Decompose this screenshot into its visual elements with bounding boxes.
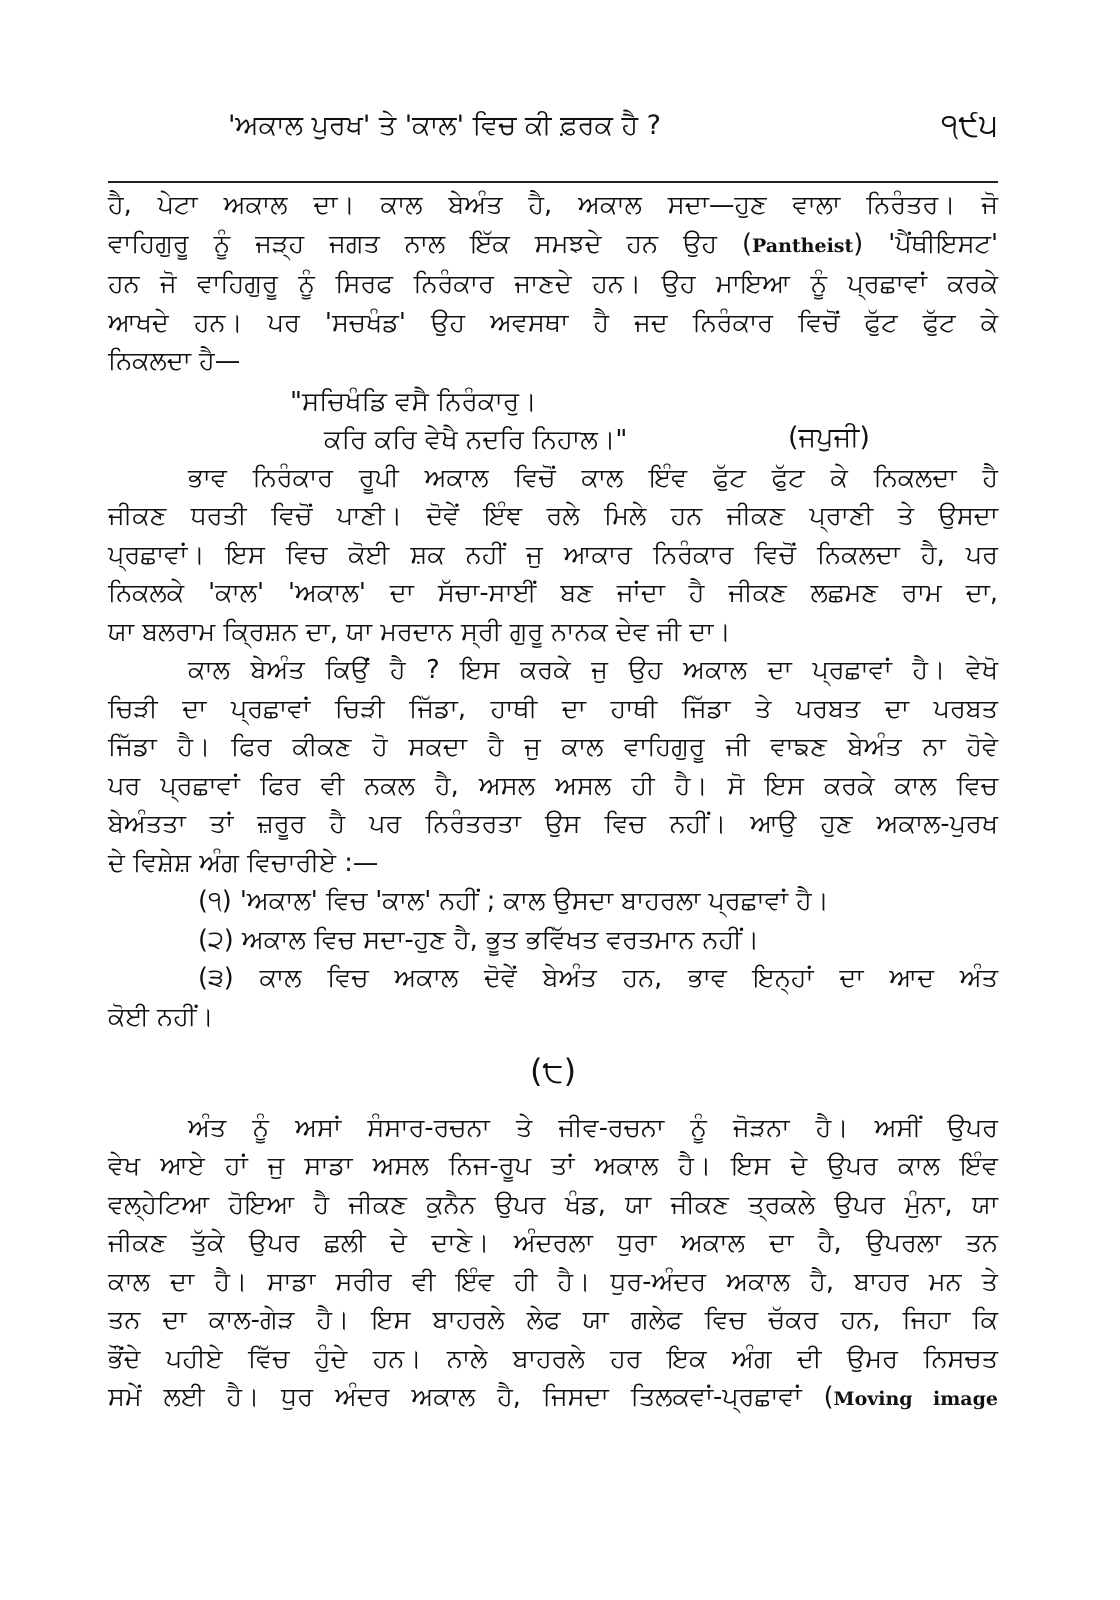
text-line: ਚਿੜੀ ਦਾ ਪ੍ਰਛਾਵਾਂ ਚਿੜੀ ਜਿੱਡਾ, ਹਾਥੀ ਦਾ ਹਾਥੀ ਜਿੱਡਾ ਤੇ ਪਰਬਤ ਦਾ ਪਰਬਤ <box>108 693 998 724</box>
list-item-continuation: ਕੋਈ ਨਹੀਂ। <box>108 1001 214 1032</box>
text-line: ਵਲ੍ਹੇਟਿਆ ਹੋਇਆ ਹੈ ਜੀਕਣ ਕੁਨੈਨ ਉਪਰ ਖੰਡ, ਯਾ ਜੀਕਣ ਤ੍ਰਕਲੇ ਉਪਰ ਮੁੰਨਾ, ਯਾ <box>108 1189 998 1220</box>
text-fragment: ਵਾਹਿਗੁਰੂ ਨੂੰ ਜੜ੍ਹ ਜਗਤ ਨਾਲ ਇੱਕ ਸਮਝਦੇ ਹਨ ਉਹ ( <box>108 228 752 259</box>
english-term: Pantheist <box>752 234 854 257</box>
text-line: ਹੈ, ਪੇਟਾ ਅਕਾਲ ਦਾ। ਕਾਲ ਬੇਅੰਤ ਹੈ, ਅਕਾਲ ਸਦਾ—ਹੁਣ ਵਾਲਾ ਨਿਰੰਤਰ। ਜੋ <box>108 190 998 220</box>
running-title: 'ਅਕਾਲ ਪੁਰਖ' ਤੇ 'ਕਾਲ' ਵਿਚ ਕੀ ਫ਼ਰਕ ਹੈ ? <box>228 110 662 141</box>
verse-quote <box>108 381 998 459</box>
verse-line: "ਸਚਿਖੰਡਿ ਵਸੈ ਨਿਰੰਕਾਰੁ। <box>290 386 537 417</box>
text-line: ਯਾ ਬਲਰਾਮ ਕ੍ਰਿਸ਼ਨ ਦਾ, ਯਾ ਮਰਦਾਨ ਸ੍ਰੀ ਗੁਰੂ ਨਾਨਕ ਦੇਵ ਜੀ ਦਾ। <box>108 616 731 647</box>
text-line: ਜੀਕਣ ਧਰਤੀ ਵਿਚੋਂ ਪਾਣੀ। ਦੋਵੇਂ ਇੰਞ ਰਲੇ ਮਿਲੇ ਹਨ ਜੀਕਣ ਪ੍ਰਾਣੀ ਤੇ ਉਸਦਾ <box>108 501 998 531</box>
text-line: ਜਿੱਡਾ ਹੈ। ਫਿਰ ਕੀਕਣ ਹੋ ਸਕਦਾ ਹੈ ਜੁ ਕਾਲ ਵਾਹਿਗੁਰੂ ਜੀ ਵਾਙਣ ਬੇਅੰਤ ਨਾ ਹੋਵੇ <box>108 732 998 762</box>
list-item: (੨) ਅਕਾਲ ਵਿਚ ਸਦਾ-ਹੁਣ ਹੈ, ਭੂਤ ਭਵਿੱਖਤ ਵਰਤਮਾਨ ਨਹੀਂ। <box>198 924 759 955</box>
text-line: ਪਰ ਪ੍ਰਛਾਵਾਂ ਫਿਰ ਵੀ ਨਕਲ ਹੈ, ਅਸਲ ਅਸਲ ਹੀ ਹੈ। ਸੋ ਇਸ ਕਰਕੇ ਕਾਲ ਵਿਚ <box>108 770 998 801</box>
text-line: ਕਾਲ ਦਾ ਹੈ। ਸਾਡਾ ਸਰੀਰ ਵੀ ਇੰਵ ਹੀ ਹੈ। ਧੁਰ-ਅੰਦਰ ਅਕਾਲ ਹੈ, ਬਾਹਰ ਮਨ ਤੇ <box>108 1266 998 1297</box>
text-line <box>108 1378 998 1419</box>
text-fragment: ) 'ਪੈਂਥੀਇਸਟ' <box>853 228 998 259</box>
text-line: ਵੇਖ ਆਏ ਹਾਂ ਜੁ ਸਾਡਾ ਅਸਲ ਨਿਜ-ਰੂਪ ਤਾਂ ਅਕਾਲ ਹੈ। ਇਸ ਦੇ ਉਪਰ ਕਾਲ ਇੰਵ <box>108 1151 998 1181</box>
text-line: ਤਨ ਦਾ ਕਾਲ-ਗੇੜ ਹੈ। ਇਸ ਬਾਹਰਲੇ ਲੇਫ ਯਾ ਗਲੇਫ ਵਿਚ ਚੱਕਰ ਹਨ, ਜਿਹਾ ਕਿ <box>108 1305 998 1335</box>
header-rule <box>108 181 998 183</box>
text-line: ਪ੍ਰਛਾਵਾਂ। ਇਸ ਵਿਚ ਕੋਈ ਸ਼ਕ ਨਹੀਂ ਜੁ ਆਕਾਰ ਨਿਰੰਕਾਰ ਵਿਚੋਂ ਨਿਕਲਦਾ ਹੈ, ਪਰ <box>108 539 998 570</box>
list-item: (੧) 'ਅਕਾਲ' ਵਿਚ 'ਕਾਲ' ਨਹੀਂ ; ਕਾਲ ਉਸਦਾ ਬਾਹਰਲਾ ਪ੍ਰਛਾਵਾਂ ਹੈ। <box>198 886 829 916</box>
text-line: ਕਾਲ ਬੇਅੰਤ ਕਿਉਂ ਹੈ ? ਇਸ ਕਰਕੇ ਜੁ ਉਹ ਅਕਾਲ ਦਾ ਪ੍ਰਛਾਵਾਂ ਹੈ। ਵੇਖੋ <box>188 655 998 685</box>
text-line: ਭਾਵ ਨਿਰੰਕਾਰ ਰੂਪੀ ਅਕਾਲ ਵਿਚੋਂ ਕਾਲ ਇੰਵ ਫੁੱਟ ਫੁੱਟ ਕੇ ਨਿਕਲਦਾ ਹੈ <box>188 462 998 493</box>
text-line <box>108 225 998 266</box>
text-line: ਨਿਕਲਦਾ ਹੈ— <box>108 346 241 376</box>
text-line: ਹਨ ਜੋ ਵਾਹਿਗੁਰੂ ਨੂੰ ਸਿਰਫ ਨਿਰੰਕਾਰ ਜਾਣਦੇ ਹਨ। ਉਹ ਮਾਇਆ ਨੂੰ ਪ੍ਰਛਾਵਾਂ ਕਰਕੇ <box>108 269 998 299</box>
verse-line: ਕਰਿ ਕਰਿ ਵੇਖੈ ਨਦਰਿ ਨਿਹਾਲ।" <box>324 424 628 455</box>
page-header <box>108 98 998 158</box>
list-item: (੩) ਕਾਲ ਵਿਚ ਅਕਾਲ ਦੋਵੇਂ ਬੇਅੰਤ ਹਨ, ਭਾਵ ਇਨ੍ਹਾਂ ਦਾ ਆਦ ਅੰਤ <box>198 963 998 993</box>
text-line: ਨਿਕਲਕੇ 'ਕਾਲ' 'ਅਕਾਲ' ਦਾ ਸੱਚਾ-ਸਾਈਂ ਬਣ ਜਾਂਦਾ ਹੈ ਜੀਕਣ ਲਛਮਣ ਰਾਮ ਦਾ, <box>108 578 998 608</box>
text-line: ਭੌਂਦੇ ਪਹੀਏ ਵਿੱਚ ਹੁੰਦੇ ਹਨ। ਨਾਲੇ ਬਾਹਰਲੇ ਹਰ ਇਕ ਅੰਗ ਦੀ ਉਮਰ ਨਿਸਚਤ <box>108 1343 998 1374</box>
text-line: ਜੀਕਣ ਤੁੱਕੇ ਉਪਰ ਛਲੀ ਦੇ ਦਾਣੇ। ਅੰਦਰਲਾ ਧੁਰਾ ਅਕਾਲ ਦਾ ਹੈ, ਉਪਰਲਾ ਤਨ <box>108 1228 998 1258</box>
text-line: ਬੇਅੰਤਤਾ ਤਾਂ ਜ਼ਰੂਰ ਹੈ ਪਰ ਨਿਰੰਤਰਤਾ ਉਸ ਵਿਚ ਨਹੀਂ। ਆਉ ਹੁਣ ਅਕਾਲ-ਪੁਰਖ <box>108 809 998 839</box>
text-line: ਦੇ ਵਿਸ਼ੇਸ਼ ਅੰਗ ਵਿਚਾਰੀਏ :— <box>108 847 379 878</box>
text-line: ਅੰਤ ਨੂੰ ਅਸਾਂ ਸੰਸਾਰ-ਰਚਨਾ ਤੇ ਜੀਵ-ਰਚਨਾ ਨੂੰ ਜੋੜਨਾ ਹੈ। ਅਸੀਂ ਉਪਰ <box>188 1112 998 1143</box>
text-line: ਆਖਦੇ ਹਨ। ਪਰ 'ਸਚਖੰਡ' ਉਹ ਅਵਸਥਾ ਹੈ ਜਦ ਨਿਰੰਕਾਰ ਵਿਚੋਂ ਫੁੱਟ ਫੁੱਟ ਕੇ <box>108 307 998 338</box>
english-term: Moving image <box>833 1388 998 1410</box>
section-number: (੮) <box>529 1052 577 1090</box>
page-number: ੧੯੫ <box>940 106 998 144</box>
text-fragment: ਸਮੇਂ ਲਈ ਹੈ। ਧੁਰ ਅੰਦਰ ਅਕਾਲ ਹੈ, ਜਿਸਦਾ ਤਿਲਕਵਾਂ-ਪ੍ਰਛਾਵਾਂ ( <box>108 1382 834 1412</box>
verse-source: (ਜਪੁਜੀ) <box>788 421 870 453</box>
body-text <box>108 186 998 1419</box>
